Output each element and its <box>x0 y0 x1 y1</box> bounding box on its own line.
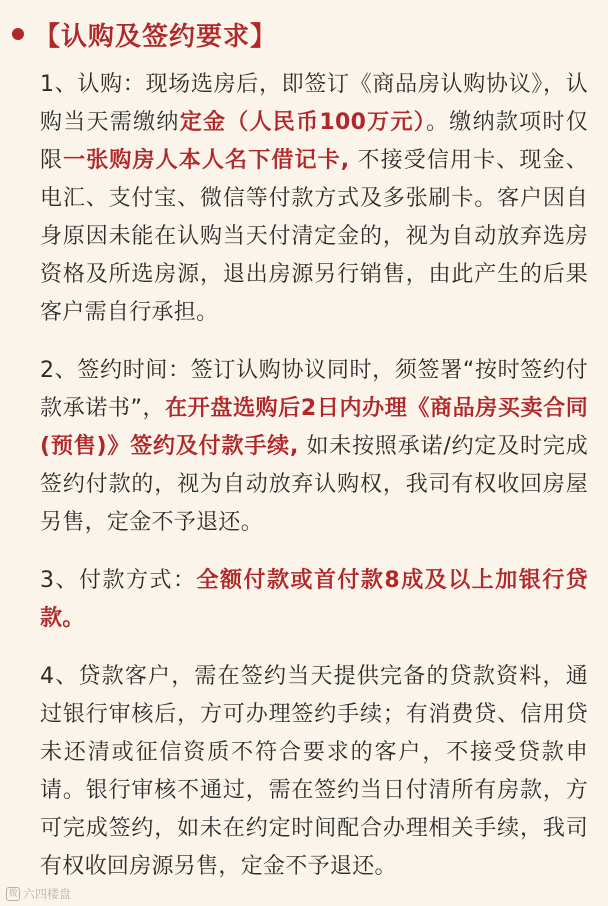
para-text: 不接受信用卡、现金、电汇、支付宝、微信等付款方式及多张刷卡。客户因自身原因未能在认购当天付清定金的，视为自动放弃选房资格及所选房源，退出房源另行销售，由此产生的后果客户需自行承担。 <box>40 148 588 325</box>
requirements-content <box>40 66 588 906</box>
paragraph-subscription <box>40 66 588 332</box>
section-header <box>12 14 277 54</box>
para-text: 。缴纳款项时仅限 <box>40 110 588 173</box>
watermark-text: 六四楼盘 <box>23 887 72 901</box>
weibo-icon: 微 <box>6 887 20 901</box>
para-text: 3、付款方式： <box>40 568 197 593</box>
section-title: 【认购及签约要求】 <box>34 21 278 52</box>
highlight-text: 定金（人民币100万元） <box>179 110 427 135</box>
paragraph-payment-method <box>40 562 588 638</box>
highlight-text: 全额付款或首付款8成及以上加银行贷款。 <box>40 568 588 631</box>
para-text: 1、认购：现场选房后，即签订《商品房认购协议》，认购当天需缴纳 <box>40 72 588 135</box>
bullet-dot-icon <box>12 28 24 40</box>
highlight-text: 一张购房人本人名下借记卡, <box>63 148 350 173</box>
para-text: 如未按照承诺/约定及时完成签约付款的，视为自动放弃认购权，我司有权收回房屋另售，定金不予退还。 <box>40 434 588 535</box>
paragraph-loan-clients <box>40 658 588 886</box>
highlight-text: 在开盘选购后2日内办理《商品房买卖合同(预售)》签约及付款手续, <box>40 396 589 459</box>
paragraph-signing-time <box>40 352 588 542</box>
watermark <box>6 885 71 902</box>
para-text: 2、签约时间：签订认购协议同时，须签署“按时签约付款承诺书”， <box>40 358 588 421</box>
para-text: 4、贷款客户，需在签约当天提供完备的贷款资料，通过银行审核后，方可办理签约手续；有消费贷、信用贷未还清或征信资质不符合要求的客户，不接受贷款申请。银行审核不通过，需在签约当日付清所有房款，方可完成签约，如未在约定时间配合办理相关手续，我司有权收回房源另售，定金不予退还。 <box>40 664 588 879</box>
